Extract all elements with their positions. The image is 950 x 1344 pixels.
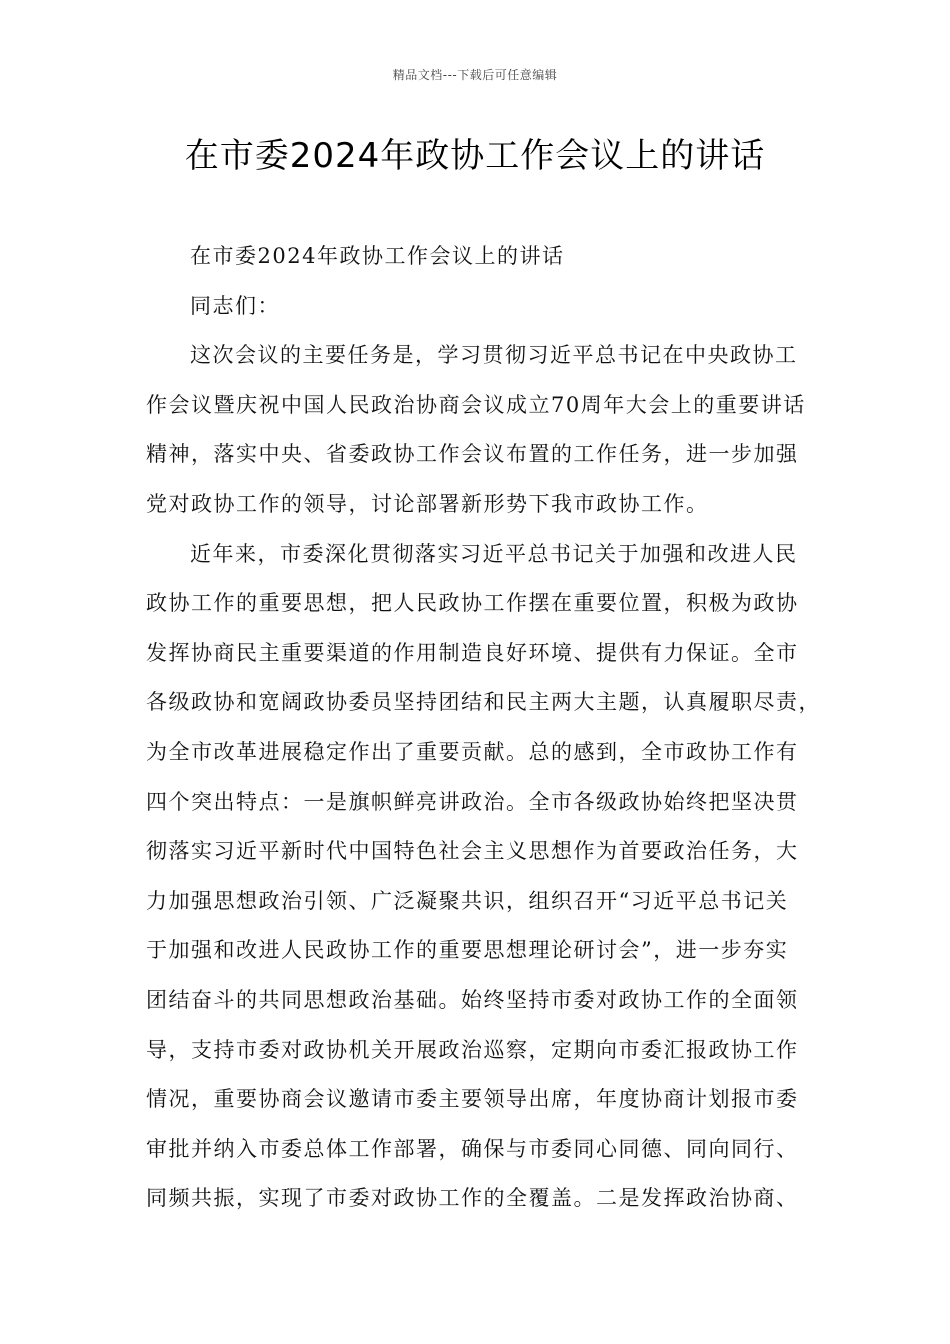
paragraph-line: 审批并纳入市委总体工作部署，确保与市委同心同德、同向同行、 [146,1136,799,1161]
paragraph-line: 于加强和改进人民政协工作的重要思想理论研讨会”，进一步夯实 [146,938,789,963]
paragraph-line: 政协工作的重要思想，把人民政协工作摆在重要位置，积极为政协 [146,591,799,616]
paragraph-line: 各级政协和宽阔政协委员坚持团结和民主两大主题，认真履职尽责， [146,690,821,715]
paragraph-line: 团结奋斗的共同思想政治基础。始终坚持市委对政协工作的全面领 [146,987,799,1012]
paragraph-line: 近年来，市委深化贯彻落实习近平总书记关于加强和改进人民 [190,541,798,566]
paragraph-line: 党对政协工作的领导，讨论部署新形势下我市政协工作。 [146,491,709,516]
paragraph-line: 发挥协商民主重要渠道的作用制造良好环境、提供有力保证。全市 [146,640,799,665]
paragraph-line: 精神，落实中央、省委政协工作会议布置的工作任务，进一步加强 [146,442,799,467]
paragraph-line: 作会议暨庆祝中国人民政治协商会议成立70周年大会上的重要讲话 [146,392,806,417]
paragraph-line: 同频共振，实现了市委对政协工作的全覆盖。二是发挥政治协商、 [146,1186,799,1211]
paragraph-line: 四个突出特点：一是旗帜鲜亮讲政治。全市各级政协始终把坚决贯 [146,789,799,814]
paragraph-line: 这次会议的主要任务是，学习贯彻习近平总书记在中央政协工 [190,343,798,368]
paragraph-line: 彻落实习近平新时代中国特色社会主义思想作为首要政治任务，大 [146,839,799,864]
paragraph-line: 力加强思想政治引领、广泛凝聚共识，组织召开“习近平总书记关 [146,888,789,913]
paragraph-line: 情况，重要协商会议邀请市委主要领导出席，年度协商计划报市委 [146,1087,799,1112]
document-body [146,232,826,1224]
paragraph-line: 为全市改革进展稳定作出了重要贡献。总的感到，全市政协工作有 [146,739,799,764]
document-title: 在市委2024年政协工作会议上的讲话 [184,136,766,176]
page-header-note: 精品文档---下载后可任意编辑 [392,68,558,82]
salutation: 同志们： [190,293,280,318]
paragraph-line: 导，支持市委对政协机关开展政治巡察，定期向市委汇报政协工作 [146,1037,799,1062]
body-title-line: 在市委2024年政协工作会议上的讲话 [190,244,565,268]
